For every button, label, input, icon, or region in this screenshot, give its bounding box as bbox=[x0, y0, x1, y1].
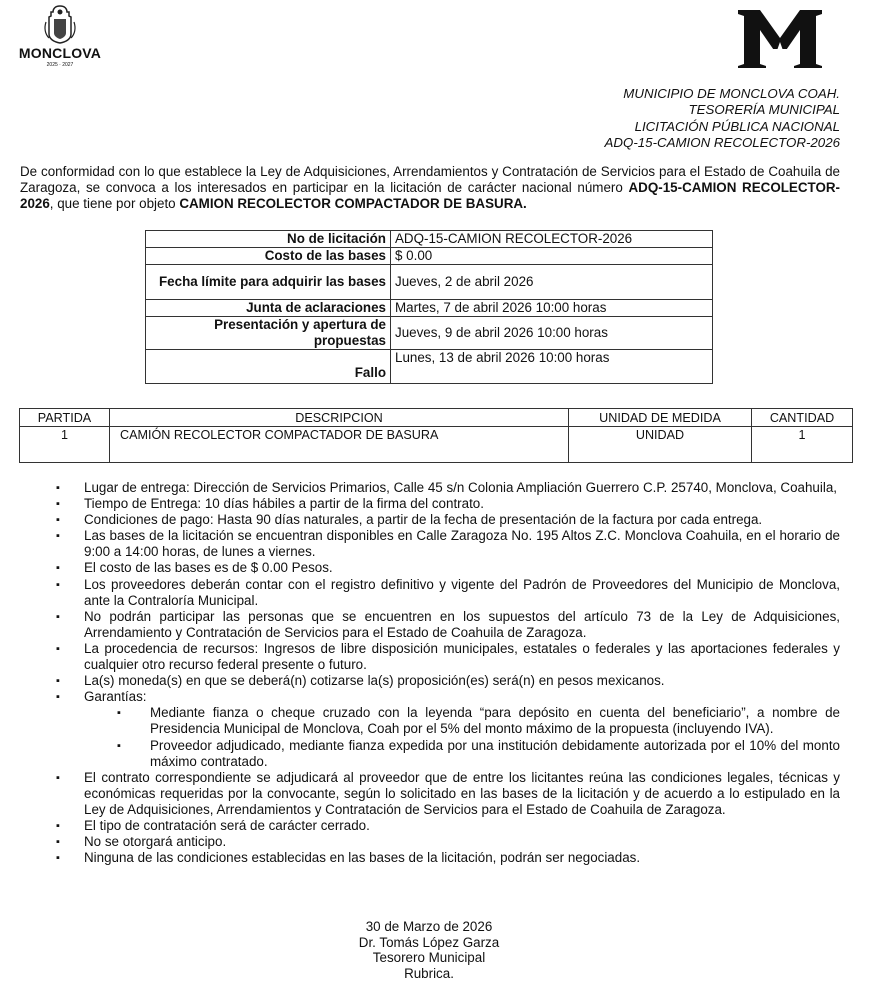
conditions-list bbox=[56, 480, 840, 866]
logo-years: 2025 · 2027 bbox=[46, 62, 74, 68]
signature-title: Tesorero Municipal bbox=[372, 950, 486, 966]
document-header bbox=[605, 86, 840, 152]
signature-date: 30 de Marzo de 2026 bbox=[365, 919, 493, 934]
cell-unidad: UNIDAD bbox=[569, 427, 752, 463]
row-value: $ 0.00 bbox=[391, 248, 713, 265]
list-item: ▪ El tipo de contratación será de carácter cerrado. bbox=[56, 818, 840, 834]
list-item: ▪ Ninguna de las condiciones establecidas en las bases de la licitación, podrán ser negociadas. bbox=[56, 850, 840, 866]
table-row bbox=[146, 231, 713, 248]
col-unidad: UNIDAD DE MEDIDA bbox=[569, 409, 752, 427]
intro-paragraph: De conformidad con lo que establece la Ley de Adquisiciones, Arrendamientos y Contratación de Servicios para el Estado de Coahuila de Zaragoza, se convoca a los interesados en participar en la licitación de carácter nacional número ADQ-15-CAMION RECOLECTOR-2026, que tiene por objeto CAMION RECOLECTOR COMPACTADOR DE BASURA. bbox=[20, 164, 841, 211]
monclova-logo bbox=[14, 4, 106, 70]
list-item-guarantees: ▪ Garantías: bbox=[56, 689, 840, 705]
table-row bbox=[146, 350, 713, 384]
list-item: ▪ Tiempo de Entrega: 10 días hábiles a partir de la firma del contrato. bbox=[56, 496, 840, 512]
list-item: ▪ La procedencia de recursos: Ingresos de libre disposición municipales, estatales o federales y las aportaciones federales y cualquier otro recurso federal presente o futuro. bbox=[56, 641, 840, 673]
signature-name: Dr. Tomás López Garza bbox=[358, 934, 500, 950]
row-value: Jueves, 2 de abril 2026 bbox=[391, 265, 713, 300]
logo-name: MONCLOVA bbox=[18, 45, 102, 61]
header-tender-type: LICITACIÓN PÚBLICA NACIONAL bbox=[634, 118, 840, 134]
table-row bbox=[146, 300, 713, 317]
row-label: Junta de aclaraciones bbox=[146, 300, 391, 317]
tender-info-table bbox=[145, 230, 713, 384]
row-value: Lunes, 13 de abril 2026 10:00 horas bbox=[391, 350, 713, 384]
table-header-row bbox=[20, 409, 853, 427]
list-item: ▪ No se otorgará anticipo. bbox=[56, 834, 840, 850]
list-item: ▪ No podrán participar las personas que se encuentren en los supuestos del artículo 73 de la Ley de Adquisiciones, Arrendamiento y Contratación de Servicios para el Estado de Coahuila de Zaragoza. bbox=[56, 609, 840, 641]
cell-partida: 1 bbox=[20, 427, 110, 463]
tender-object-bold: CAMION RECOLECTOR COMPACTADOR DE BASURA. bbox=[179, 196, 527, 211]
list-item: ▪ Las bases de la licitación se encuentran disponibles en Calle Zaragoza No. 195 Altos Z.C. Monclova Coahuila, en el horario de 9:00 a 14:00 horas, de lunes a viernes. bbox=[56, 528, 840, 560]
m-star-logo-icon bbox=[736, 8, 824, 70]
list-item: ▪ El costo de las bases es de $ 0.00 Pesos. bbox=[56, 560, 840, 576]
list-item: ▪ El contrato correspondiente se adjudicará al proveedor que de entre los licitantes reúna las condiciones legales, técnicas y económicas requeridas por la convocante, según lo solicitado en las bases de la licitación y de acuerdo a lo estipulado en la Ley de Adquisiciones, Arrendamientos y Contratación de Servicios para el Estado de Coahuila de Zaragoza. bbox=[56, 770, 840, 818]
row-label: Fecha límite para adquirir las bases bbox=[146, 265, 391, 300]
list-item: ▪ Condiciones de pago: Hasta 90 días naturales, a partir de la fecha de presentación de la factura por cada entrega. bbox=[56, 512, 840, 528]
col-partida: PARTIDA bbox=[20, 409, 110, 427]
table-row bbox=[20, 427, 853, 463]
tender-number-bold: ADQ-15-CAMION RECOLECTOR-2026 bbox=[20, 180, 841, 211]
row-label: Costo de las bases bbox=[146, 248, 391, 265]
table-row bbox=[146, 317, 713, 350]
header-tender-number: ADQ-15-CAMION RECOLECTOR-2026 bbox=[604, 135, 840, 151]
row-label: No de licitación bbox=[146, 231, 391, 248]
col-cantidad: CANTIDAD bbox=[752, 409, 853, 427]
row-value: ADQ-15-CAMION RECOLECTOR-2026 bbox=[391, 231, 713, 248]
row-value: Jueves, 9 de abril 2026 10:00 horas bbox=[391, 317, 713, 350]
signature-block bbox=[300, 919, 558, 981]
list-item: ▪ La(s) moneda(s) en que se deberá(n) cotizarse la(s) proposición(es) será(n) en pesos mexicanos. bbox=[56, 673, 840, 689]
coat-of-arms-icon bbox=[40, 4, 80, 44]
sub-list-item: ▪ Proveedor adjudicado, mediante fianza expedida por una institución debidamente autorizada por el 10% del monto máximo contratado. bbox=[56, 738, 840, 770]
list-item: ▪ Los proveedores deberán contar con el registro definitivo y vigente del Padrón de Proveedores del Municipio de Monclova, ante la Contraloría Municipal. bbox=[56, 577, 840, 609]
items-table bbox=[19, 408, 853, 463]
header-treasury: TESORERÍA MUNICIPAL bbox=[688, 102, 840, 118]
sub-list-item: ▪ Mediante fianza o cheque cruzado con la leyenda “para depósito en cuenta del beneficiario”, a nombre de Presidencia Municipal de Monclova, Coah por el 5% del monto máximo de la propuesta (incluyendo IVA). bbox=[56, 705, 840, 737]
row-value: Martes, 7 de abril 2026 10:00 horas bbox=[391, 300, 713, 317]
row-label: Presentación y apertura de propuestas bbox=[146, 317, 391, 350]
row-label: Fallo bbox=[146, 350, 391, 384]
header-municipality: MUNICIPIO DE MONCLOVA COAH. bbox=[623, 86, 840, 101]
signature-note: Rubrica. bbox=[404, 965, 454, 981]
cell-descripcion: CAMIÓN RECOLECTOR COMPACTADOR DE BASURA bbox=[110, 427, 569, 463]
table-row bbox=[146, 248, 713, 265]
list-item: ▪ Lugar de entrega: Dirección de Servicios Primarios, Calle 45 s/n Colonia Ampliación Guerrero C.P. 25740, Monclova, Coahuila, bbox=[56, 480, 840, 496]
col-descripcion: DESCRIPCION bbox=[110, 409, 569, 427]
table-row bbox=[146, 265, 713, 300]
cell-cantidad: 1 bbox=[752, 427, 853, 463]
